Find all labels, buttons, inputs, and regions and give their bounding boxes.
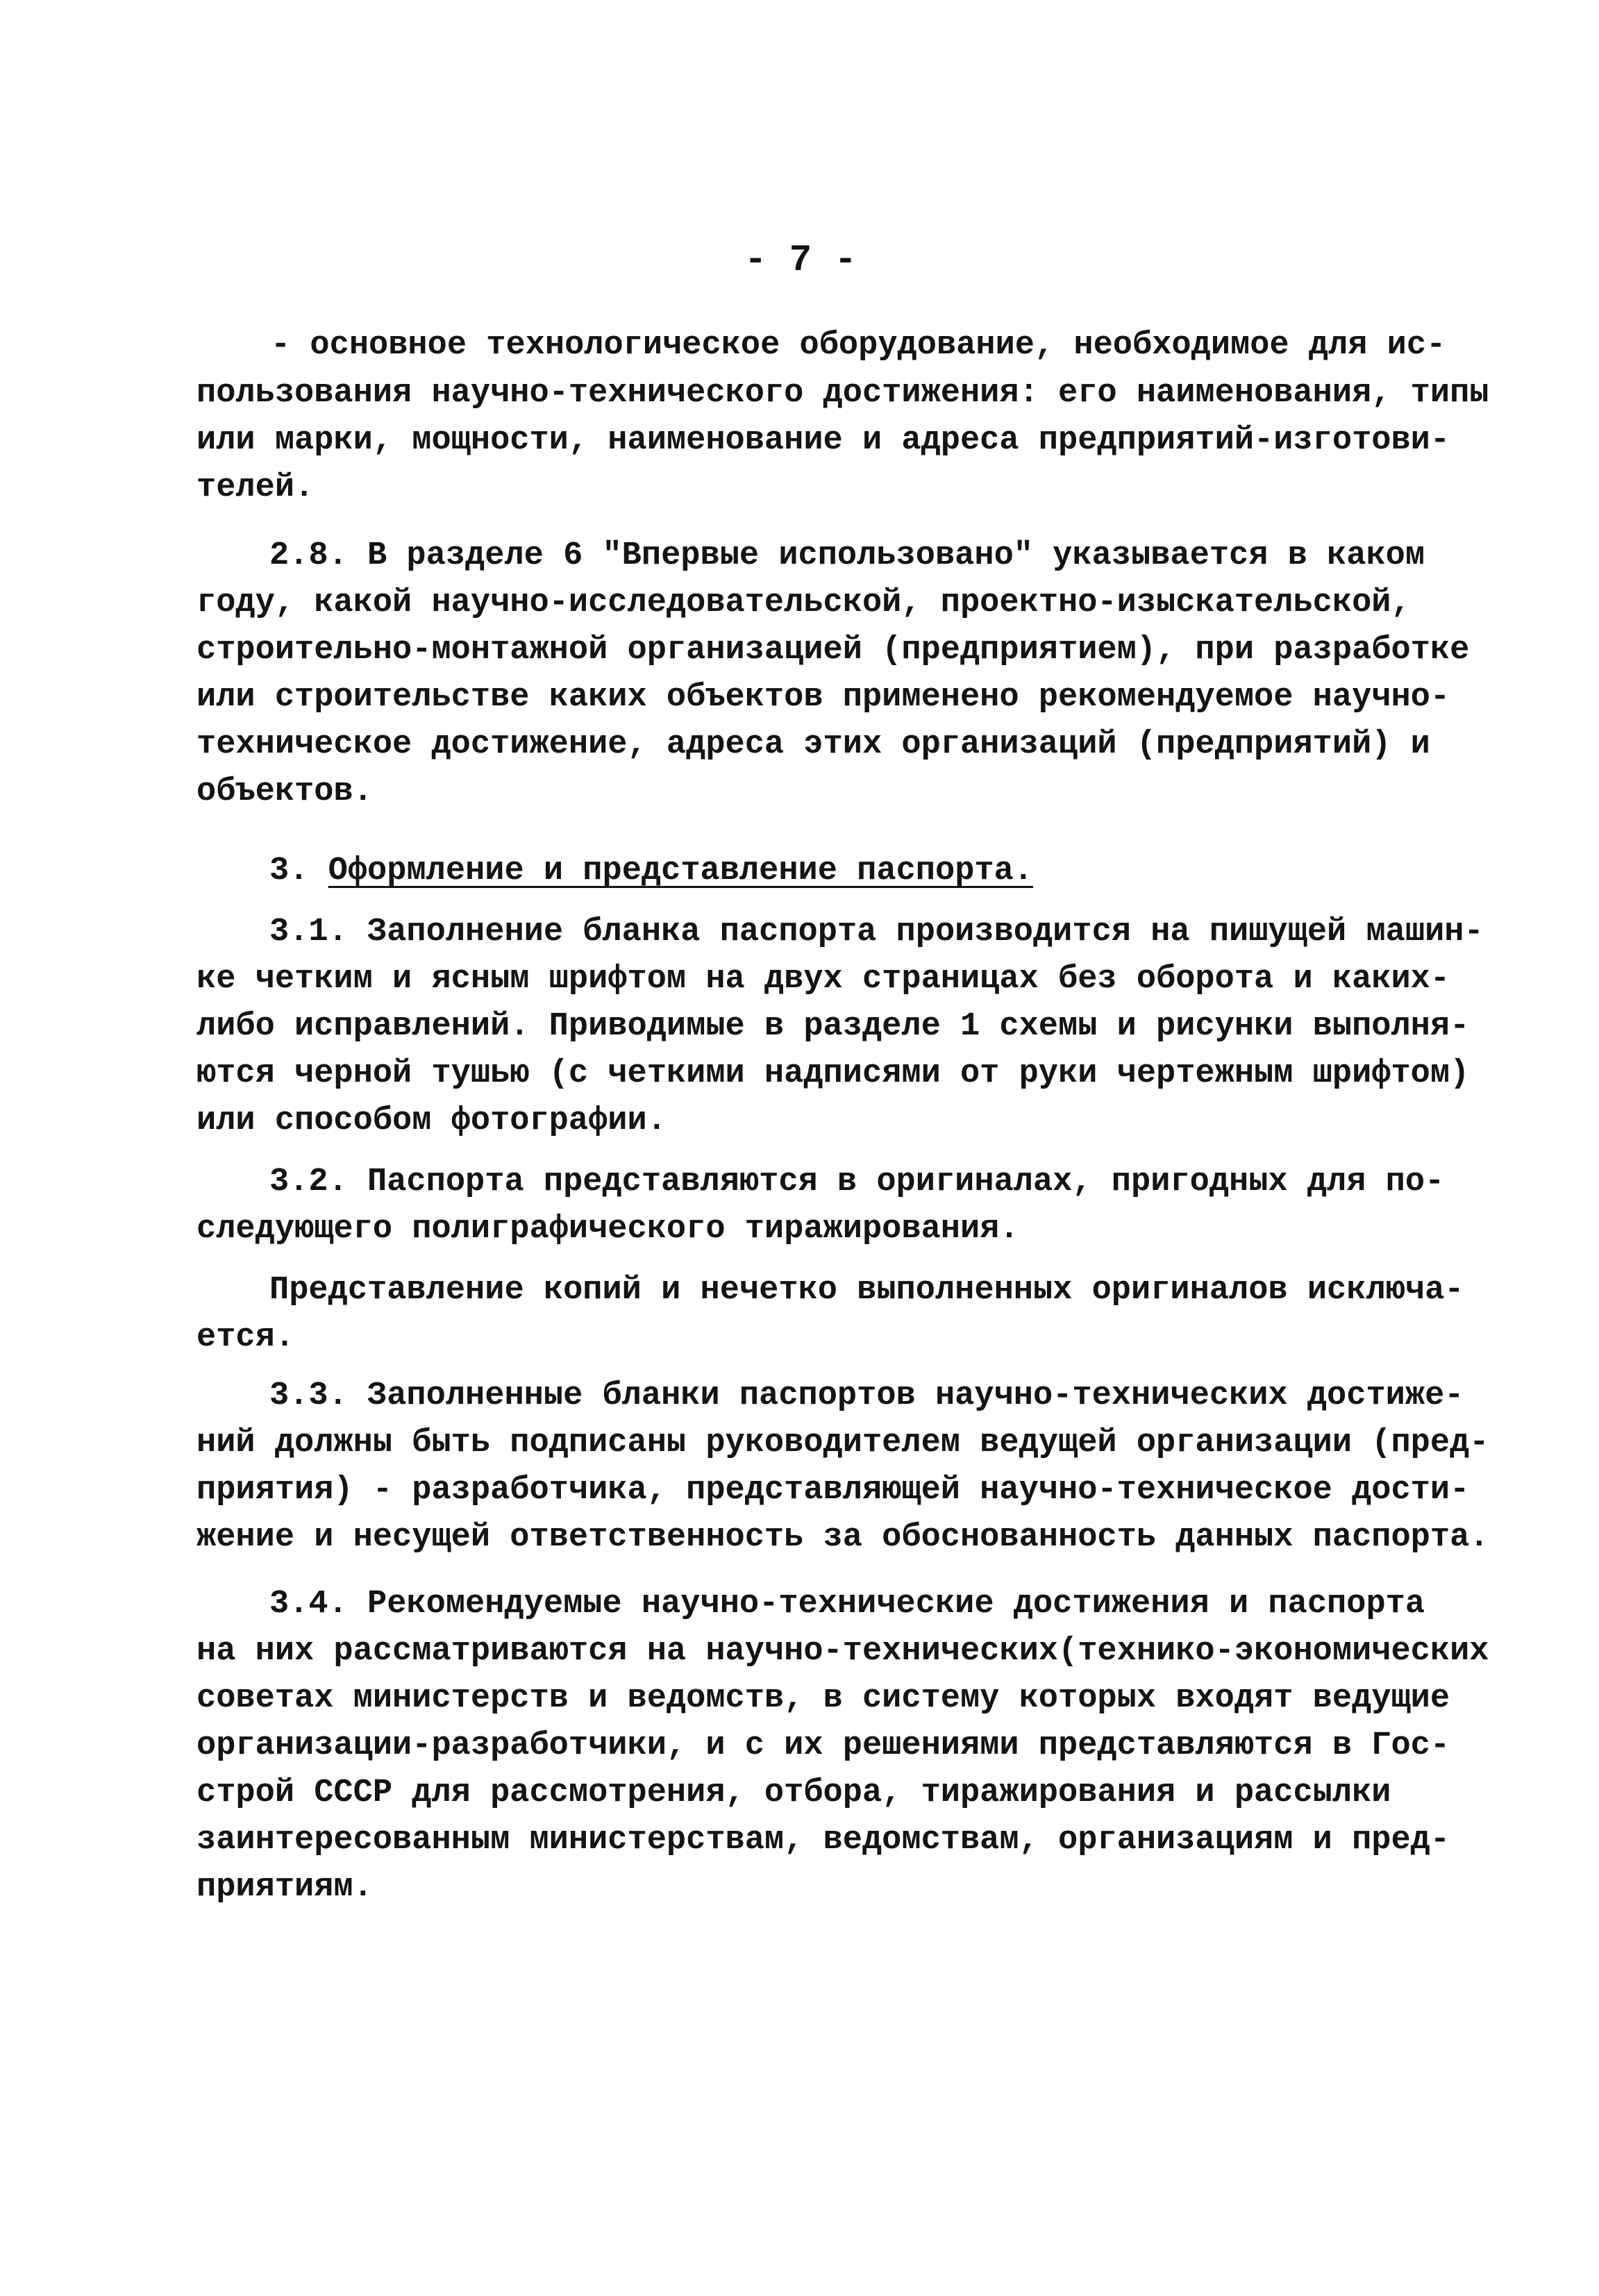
section-title: Оформление и представление паспорта. [328, 853, 1034, 889]
text-line: 3.1. Заполнение бланка паспорта производится на пишущей машин- [269, 914, 1484, 950]
text-line: строительно-монтажной организацией (предприятием), при разработке [196, 632, 1470, 669]
text-line: пользования научно-технического достижения: его наименования, типы [196, 375, 1489, 412]
text-line: 3.3. Заполненные бланки паспортов научно-технических достиже- [269, 1377, 1464, 1414]
text-line: ются черной тушью (с четкими надписями от руки чертежным шрифтом) [196, 1055, 1470, 1092]
text-line: организации-разработчики, и с их решениями представляются в Гос- [196, 1727, 1450, 1764]
text-line: или строительстве каких объектов применено рекомендуемое научно- [196, 679, 1450, 716]
text-line: телей. [196, 469, 315, 506]
page-number: - 7 - [744, 240, 857, 282]
text-line: следующего полиграфического тиражирования. [196, 1211, 1019, 1248]
text-line: Представление копий и нечетко выполненных оригиналов исключа- [269, 1272, 1464, 1309]
text-line: или способом фотографии. [196, 1103, 667, 1139]
section-number: 3. [269, 853, 309, 889]
text-line: техническое достижение, адреса этих организаций (предприятий) и [196, 726, 1430, 763]
text-line: строй СССР для рассмотрения, отбора, тиражирования и рассылки [196, 1775, 1391, 1811]
text-line: 3.4. Рекомендуемые научно-технические достижения и паспорта [269, 1586, 1425, 1623]
text-line: - основное технологическое оборудование, необходимое для ис- [271, 327, 1446, 364]
text-line: советах министерств и ведомств, в систему которых входят ведущие [196, 1680, 1450, 1717]
text-line: 2.8. В разделе 6 "Впервые использовано" указывается в каком [269, 537, 1425, 574]
text-line: заинтересованным министерствам, ведомствам, организациям и пред- [196, 1822, 1450, 1859]
text-line: ется. [196, 1319, 295, 1356]
text-line: или марки, мощности, наименование и адреса предприятий-изготови- [196, 422, 1450, 459]
text-line: ний должны быть подписаны руководителем ведущей организации (пред- [196, 1425, 1489, 1461]
text-line: объектов. [196, 773, 373, 810]
text-line: приятия) - разработчика, представляющей научно-техническое дости- [196, 1472, 1470, 1509]
text-line: году, какой научно-исследовательской, проектно-изыскательской, [196, 585, 1411, 621]
text-line: 3.2. Паспорта представляются в оригиналах, пригодных для по- [269, 1164, 1445, 1200]
text-line: жение и несущей ответственность за обоснованность данных паспорта. [196, 1519, 1489, 1556]
text-line: на них рассматриваются на научно-технических(технико-экономических [196, 1633, 1489, 1670]
section-heading [269, 848, 1033, 894]
text-line: ке четким и ясным шрифтом на двух страницах без оборота и каких- [196, 961, 1450, 998]
text-line: либо исправлений. Приводимые в разделе 1 схемы и рисунки выполня- [196, 1008, 1470, 1045]
text-line: приятиям. [196, 1869, 373, 1906]
